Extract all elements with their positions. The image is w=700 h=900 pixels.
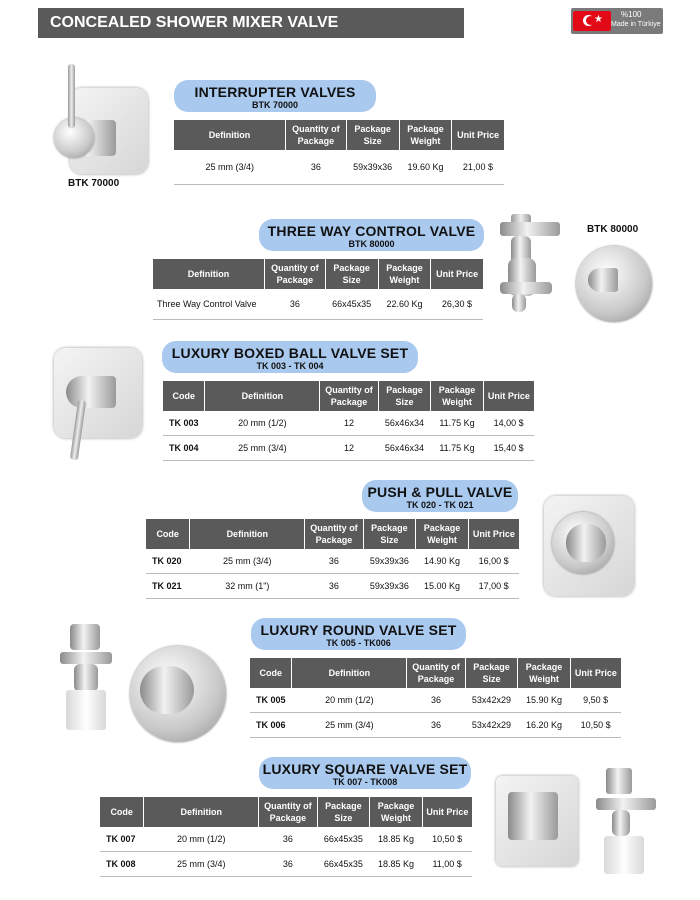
cell-quantity: 36	[407, 713, 465, 738]
col-header: Package Weight	[431, 381, 484, 411]
col-header: Package Weight	[416, 519, 469, 549]
cell-price: 14,00 $	[483, 411, 534, 436]
section-heading	[259, 219, 484, 251]
cell-definition: 25 mm (3/4)	[174, 150, 286, 185]
cell-definition: Three Way Control Valve	[153, 289, 265, 320]
col-header: Unit Price	[422, 797, 472, 827]
col-header: Package Size	[346, 120, 399, 150]
cell-size: 56x46x34	[378, 436, 431, 461]
col-header: Code	[146, 519, 190, 549]
section-heading	[362, 480, 518, 512]
cell-weight: 11.75 Kg	[431, 436, 484, 461]
table-row	[146, 549, 519, 574]
cell-quantity: 36	[259, 852, 317, 877]
cell-size: 59x39x36	[346, 150, 399, 185]
section-heading	[174, 80, 376, 112]
price-table	[250, 658, 621, 738]
cell-size: 66x45x35	[325, 289, 378, 320]
section-title: INTERRUPTER VALVES	[194, 84, 356, 100]
cell-weight: 22.60 Kg	[378, 289, 431, 320]
table-row	[100, 827, 472, 852]
cell-weight: 18.85 Kg	[370, 827, 423, 852]
cell-weight: 15.90 Kg	[518, 688, 571, 713]
cell-definition: 20 mm (1/2)	[205, 411, 320, 436]
col-header: Quantity of Package	[407, 658, 465, 688]
col-header: Quantity of Package	[305, 519, 363, 549]
col-header: Package Size	[363, 519, 416, 549]
table-row	[250, 688, 621, 713]
cell-code: TK 006	[250, 713, 292, 738]
cell-price: 15,40 $	[483, 436, 534, 461]
cell-definition: 32 mm (1")	[190, 574, 305, 599]
col-header: Package Size	[325, 259, 378, 289]
badge-made-in: Made in Türkiye	[611, 21, 661, 28]
cell-size: 59x39x36	[363, 574, 416, 599]
section-title: THREE WAY CONTROL VALVE	[267, 223, 476, 239]
cell-price: 10,50 $	[570, 713, 621, 738]
col-header: Code	[163, 381, 205, 411]
cell-price: 21,00 $	[452, 150, 504, 185]
cell-code: TK 020	[146, 549, 190, 574]
price-table	[163, 381, 534, 461]
col-header: Package Weight	[370, 797, 423, 827]
col-header: Unit Price	[570, 658, 621, 688]
section-heading	[162, 341, 418, 373]
cell-code: TK 007	[100, 827, 144, 852]
col-header: Package Size	[378, 381, 431, 411]
price-table	[146, 519, 519, 599]
col-header: Package Size	[465, 658, 518, 688]
col-header: Unit Price	[431, 259, 483, 289]
cell-price: 26,30 $	[431, 289, 483, 320]
cell-code: TK 021	[146, 574, 190, 599]
cell-quantity: 36	[305, 574, 363, 599]
col-header: Definition	[205, 381, 320, 411]
cell-weight: 15.00 Kg	[416, 574, 469, 599]
table-row	[100, 852, 472, 877]
cell-size: 53x42x29	[465, 688, 518, 713]
section-title: LUXURY BOXED BALL VALVE SET	[171, 345, 409, 361]
section-title: PUSH & PULL VALVE	[367, 484, 513, 500]
cell-weight: 14.90 Kg	[416, 549, 469, 574]
cell-weight: 11.75 Kg	[431, 411, 484, 436]
cell-definition: 20 mm (1/2)	[292, 688, 407, 713]
cell-code: TK 008	[100, 852, 144, 877]
section-code: TK 020 - TK 021	[406, 500, 474, 510]
col-header: Package Size	[317, 797, 370, 827]
cell-quantity: 12	[320, 411, 378, 436]
table-row	[250, 713, 621, 738]
cell-price: 11,00 $	[422, 852, 472, 877]
section-heading	[251, 618, 466, 650]
col-header: Package Weight	[399, 120, 452, 150]
cell-price: 10,50 $	[422, 827, 472, 852]
section-code: BTK 80000	[348, 239, 395, 249]
col-header: Definition	[174, 120, 286, 150]
cell-definition: 25 mm (3/4)	[292, 713, 407, 738]
cell-weight: 18.85 Kg	[370, 852, 423, 877]
price-table	[153, 259, 483, 320]
table-row	[153, 289, 483, 320]
col-header: Quantity of Package	[259, 797, 317, 827]
price-table	[174, 120, 504, 185]
section-code: BTK 70000	[251, 100, 299, 110]
turkey-flag-icon: ★	[573, 11, 611, 31]
badge-percent: %100	[621, 10, 642, 19]
cell-code: TK 003	[163, 411, 205, 436]
cell-quantity: 36	[305, 549, 363, 574]
col-header: Package Weight	[518, 658, 571, 688]
col-header: Unit Price	[452, 120, 504, 150]
made-in-badge	[571, 8, 663, 34]
cell-definition: 25 mm (3/4)	[144, 852, 259, 877]
col-header: Unit Price	[483, 381, 534, 411]
table-row	[174, 150, 504, 185]
cell-size: 56x46x34	[378, 411, 431, 436]
cell-quantity: 36	[286, 150, 347, 185]
table-row	[163, 411, 534, 436]
col-header: Quantity of Package	[265, 259, 326, 289]
section-code: TK 003 - TK 004	[256, 361, 324, 371]
cell-quantity: 36	[265, 289, 326, 320]
col-header: Code	[250, 658, 292, 688]
cell-weight: 16.20 Kg	[518, 713, 571, 738]
col-header: Quantity of Package	[286, 120, 347, 150]
table-row	[146, 574, 519, 599]
col-header: Unit Price	[468, 519, 519, 549]
section-code: TK 005 - TK006	[326, 638, 391, 648]
col-header: Definition	[153, 259, 265, 289]
cell-size: 59x39x36	[363, 549, 416, 574]
col-header: Definition	[144, 797, 259, 827]
cell-size: 66x45x35	[317, 827, 370, 852]
col-header: Definition	[292, 658, 407, 688]
cell-price: 9,50 $	[570, 688, 621, 713]
col-header: Code	[100, 797, 144, 827]
product-label: BTK 70000	[68, 178, 120, 189]
cell-price: 16,00 $	[468, 549, 519, 574]
cell-definition: 25 mm (3/4)	[190, 549, 305, 574]
product-label: BTK 80000	[587, 224, 639, 235]
page-title: CONCEALED SHOWER MIXER VALVE	[38, 8, 464, 38]
cell-quantity: 36	[407, 688, 465, 713]
cell-weight: 19.60 Kg	[399, 150, 452, 185]
cell-definition: 25 mm (3/4)	[205, 436, 320, 461]
cell-quantity: 36	[259, 827, 317, 852]
table-row	[163, 436, 534, 461]
col-header: Quantity of Package	[320, 381, 378, 411]
section-title: LUXURY SQUARE VALVE SET	[262, 761, 468, 777]
price-table	[100, 797, 472, 877]
col-header: Definition	[190, 519, 305, 549]
cell-size: 53x42x29	[465, 713, 518, 738]
col-header: Package Weight	[378, 259, 431, 289]
cell-code: TK 004	[163, 436, 205, 461]
cell-code: TK 005	[250, 688, 292, 713]
cell-size: 66x45x35	[317, 852, 370, 877]
cell-definition: 20 mm (1/2)	[144, 827, 259, 852]
cell-price: 17,00 $	[468, 574, 519, 599]
section-title: LUXURY ROUND VALVE SET	[260, 622, 457, 638]
section-code: TK 007 - TK008	[332, 777, 398, 787]
section-heading	[259, 757, 471, 789]
cell-quantity: 12	[320, 436, 378, 461]
